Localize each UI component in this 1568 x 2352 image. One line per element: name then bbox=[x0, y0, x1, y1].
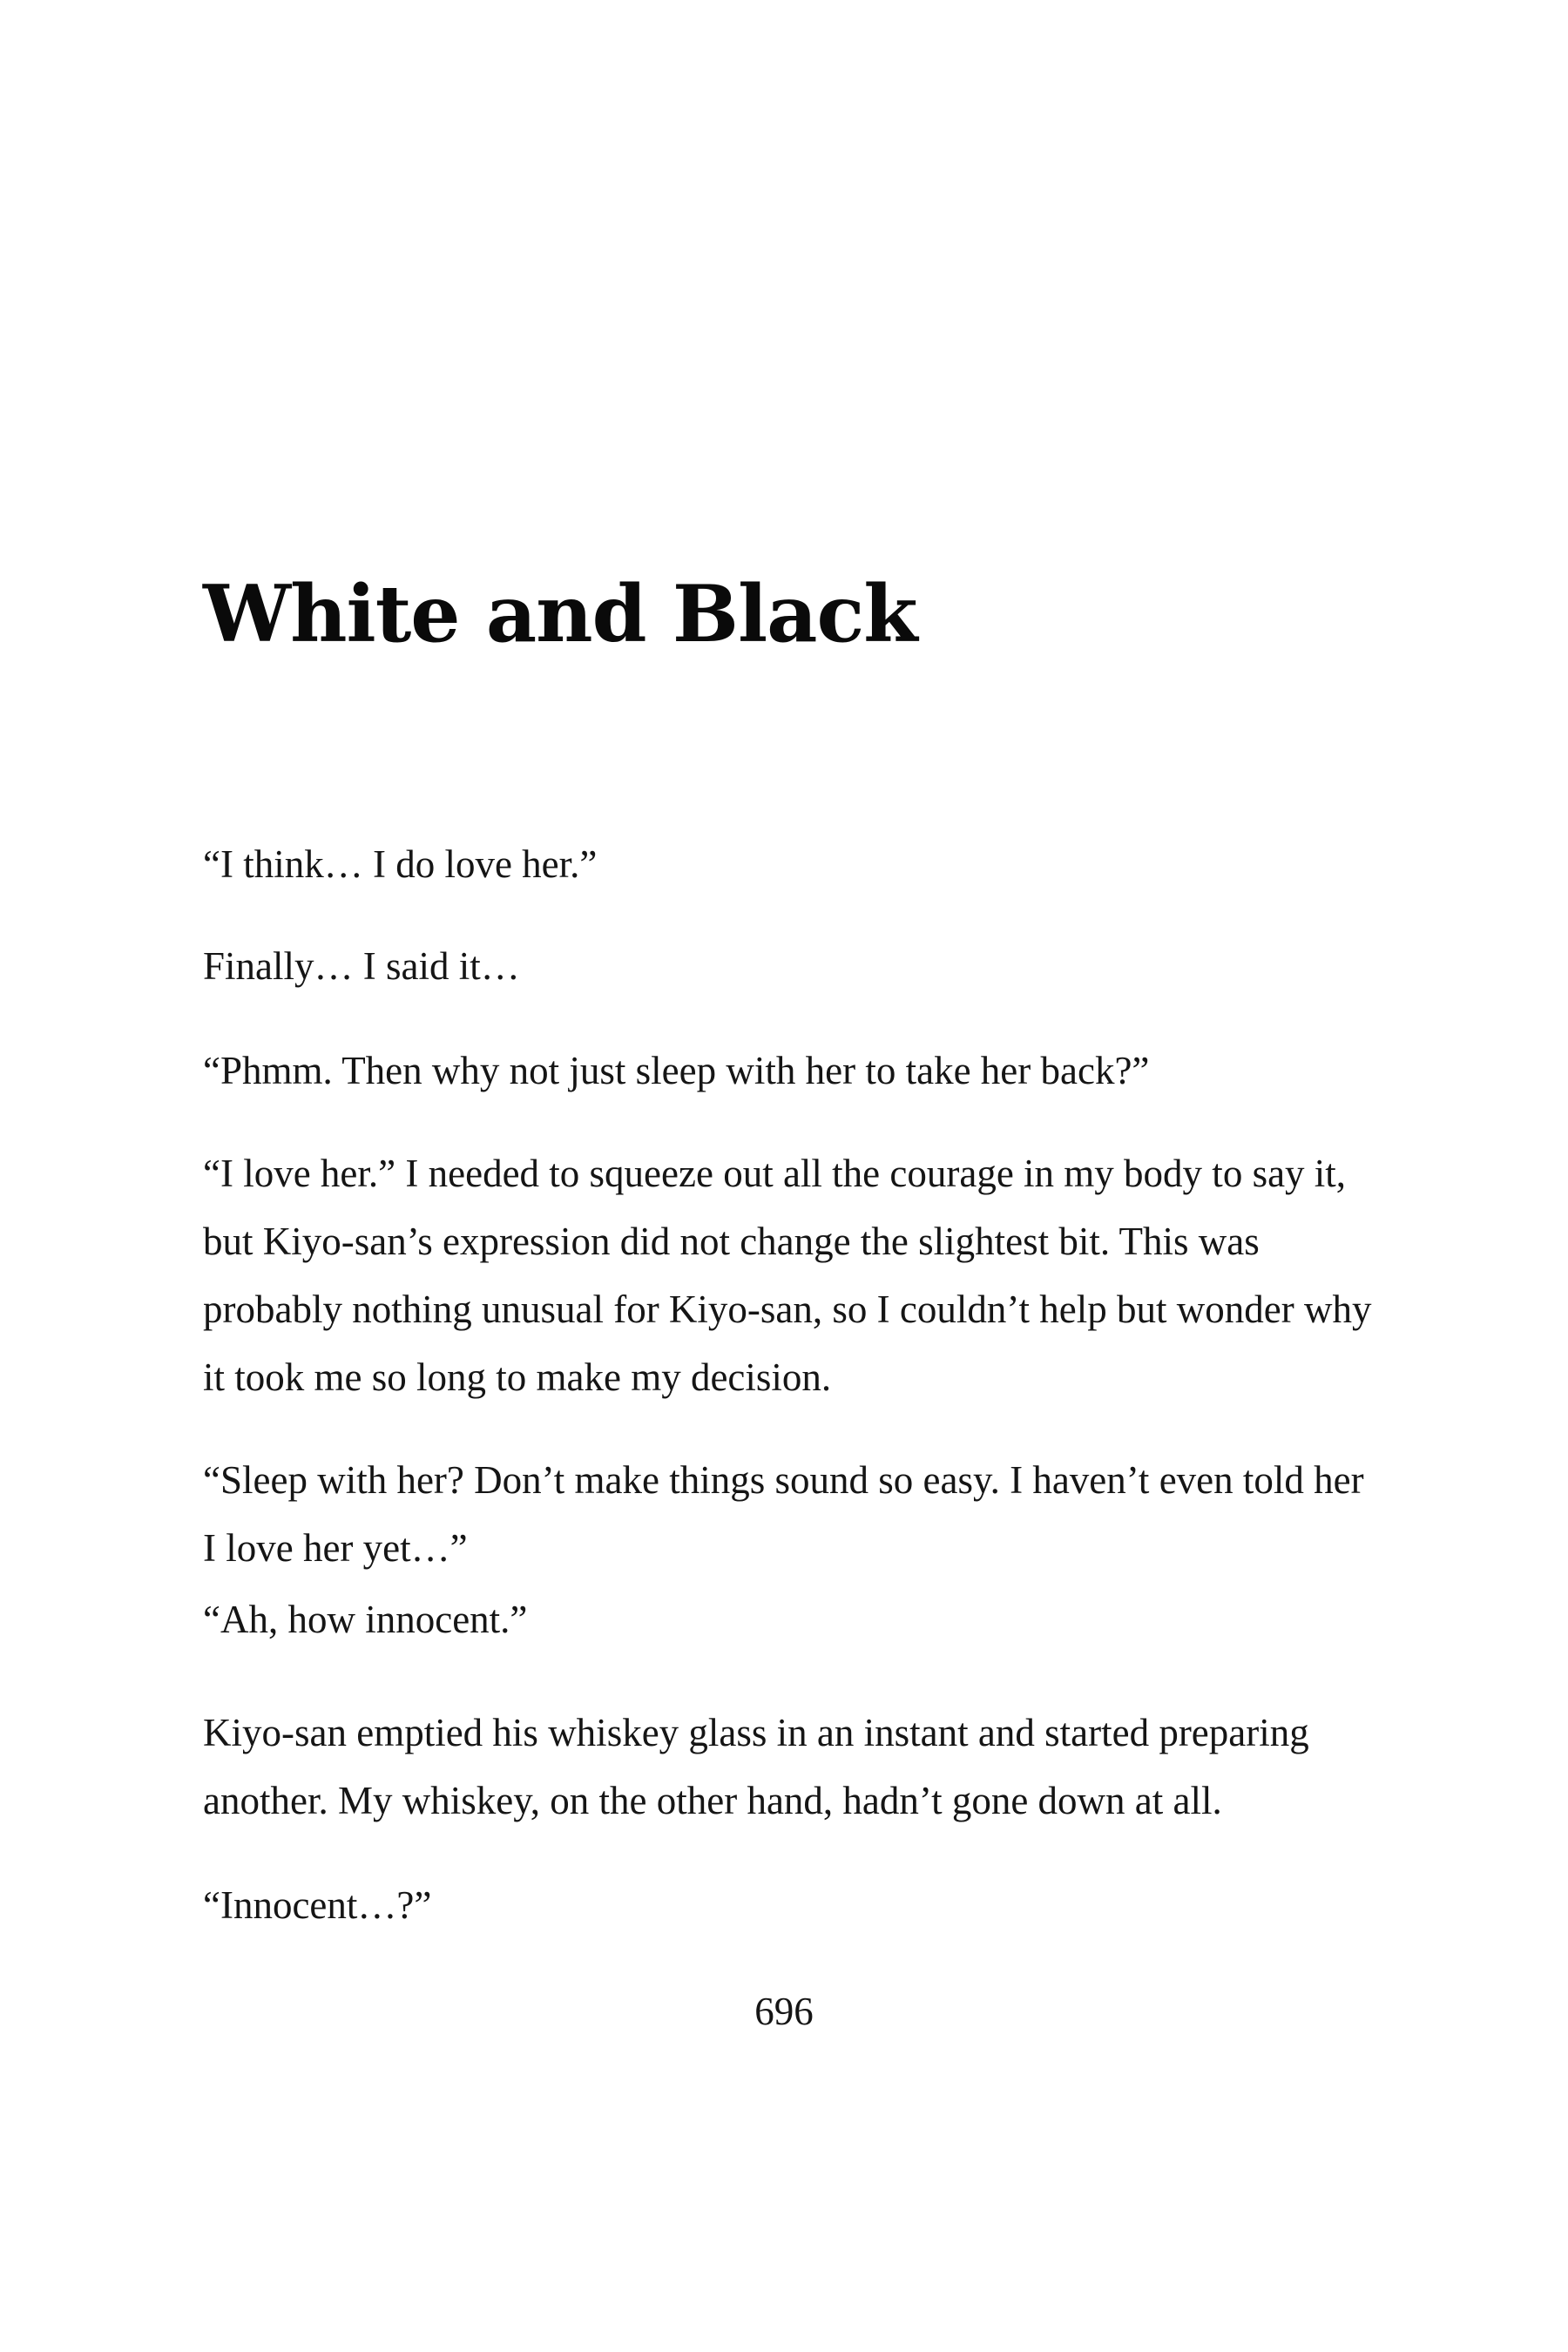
paragraph: “Phmm. Then why not just sleep with her to take her back?” bbox=[203, 1049, 1150, 1092]
paragraph: “Sleep with her? Don’t make things sound so easy. I haven’t even told her I love her yet…” bbox=[203, 1458, 1364, 1570]
paragraph: “Innocent…?” bbox=[203, 1883, 432, 1927]
paragraph: “Ah, how innocent.” bbox=[203, 1598, 528, 1641]
paragraph: Finally… I said it… bbox=[203, 944, 520, 988]
paragraph: Kiyo-san emptied his whiskey glass in an instant and started preparing another. My whiskey, on the other hand, hadn’t gone down at all. bbox=[203, 1711, 1309, 1822]
page-number: 696 bbox=[754, 1990, 814, 2033]
paragraph: “I think… I do love her.” bbox=[203, 842, 598, 886]
chapter-title: White and Black bbox=[203, 568, 917, 660]
paragraph: “I love her.” I needed to squeeze out all the courage in my body to say it, but Kiyo-san’s expression did not change the slightest bit. This was probably nothing unusual for Kiyo-san, so I couldn’t help but wonder why it took me so long to make my decision. bbox=[203, 1152, 1372, 1399]
